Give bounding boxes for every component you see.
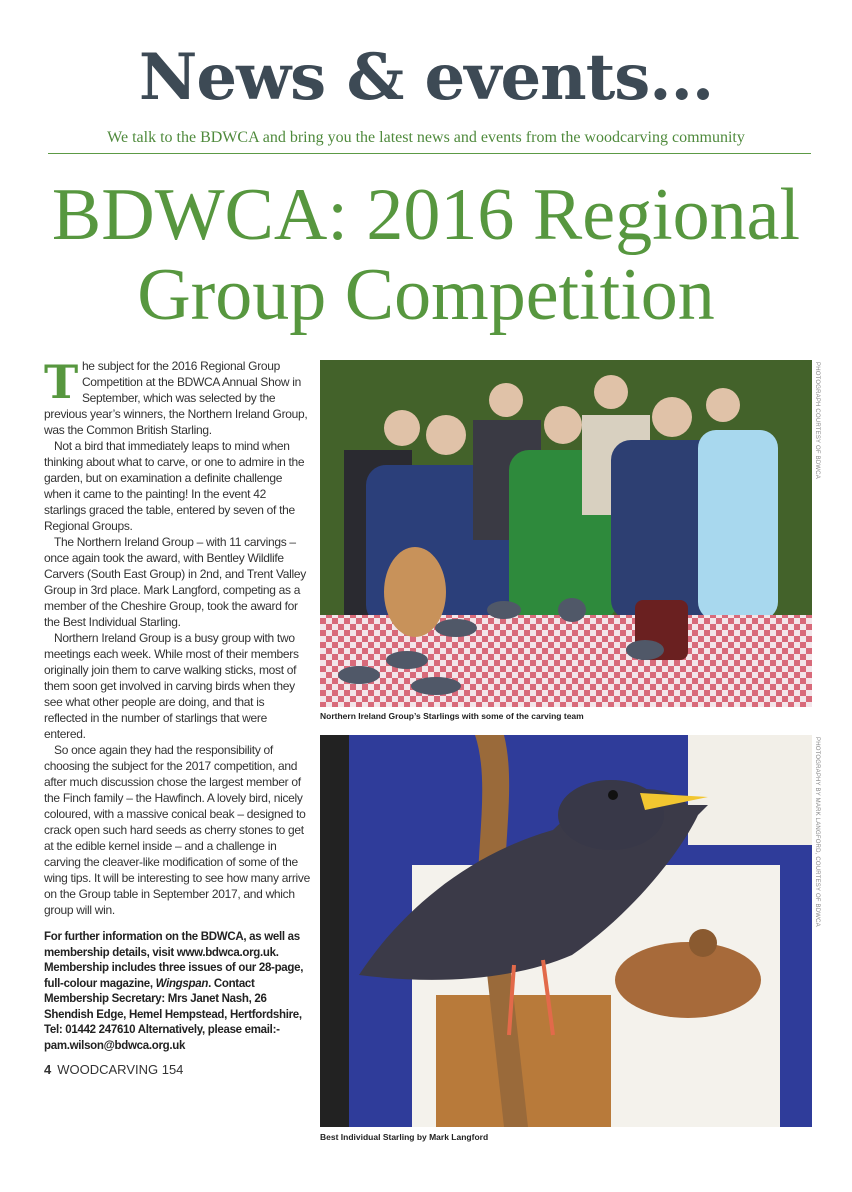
info-box <box>44 930 310 1054</box>
headline-line: Group Competition <box>137 254 715 336</box>
page-footer <box>44 1062 310 1078</box>
photo-credit: PHOTOGRAPH COURTESY OF BDWCA <box>814 362 820 479</box>
group-photo <box>320 360 812 707</box>
article-headline <box>0 175 852 335</box>
headline-line: BDWCA: 2016 Regional <box>51 174 801 256</box>
magazine-name: Wingspan <box>155 977 209 990</box>
starling-photo-illustration <box>320 735 812 1127</box>
paragraph: So once again they had the responsibility of choosing the subject for the 2017 competition, and after much discussion chose the largest member of the Finch family – the Hawfinch. A lovely bird, nicely coloured, with a massive conical beak – designed to crack open such hard seeds as cherry stones to get at the edible kernel inside – and a challenge in carving the cleaver-like modification of some of the wing tips. It will be interesting to see how many arrive on the Group table in September 2017, and which group will win. <box>44 743 310 917</box>
info-text: For further information on the BDWCA, as well as membership details, visit www.bdwca.org.uk. Membership includes three issues of our 28-page, full-colour magazine, <box>44 931 304 990</box>
divider <box>48 153 811 154</box>
paragraph: Not a bird that immediately leaps to mind when thinking about what to carve, or one to admire in the garden, but on examination a definite challenge when it came to the painting! In the event 42 starlings graced the table, entered by seven of the Regional Groups. <box>44 439 305 533</box>
group-photo-illustration <box>320 360 812 707</box>
paragraph: Northern Ireland Group is a busy group with two meetings each week. While most of their members originally join them to carve walking sticks, most of them soon get involved in carving birds when they see what other people are doing, and that is reflected in the number of starlings that were entered. <box>44 631 299 741</box>
paragraph <box>44 355 310 438</box>
drop-cap: T <box>44 355 78 409</box>
page-number: 4 <box>44 1062 52 1077</box>
photo-caption: Best Individual Starling by Mark Langford <box>320 1132 489 1142</box>
info-text: . Contact Membership Secretary: Mrs Janet Nash, 26 Shendish Edge, Hemel Hempstead, Hertfordshire, Tel: 01442 247610 Alternatively, please email:- pam.wilson@bdwca.org.uk <box>44 977 302 1052</box>
photo-caption: Northern Ireland Group’s Starlings with some of the carving team <box>320 711 584 721</box>
section-title: News & events... <box>138 40 714 115</box>
section-subtitle: We talk to the BDWCA and bring you the latest news and events from the woodcarving community <box>107 129 745 146</box>
magazine-issue: WOODCARVING 154 <box>57 1062 184 1077</box>
article-body <box>44 355 310 918</box>
starling-photo <box>320 735 812 1127</box>
left-column <box>44 355 310 1078</box>
paragraph-text: he subject for the 2016 Regional Group Competition at the BDWCA Annual Show in September, which was selected by the previous year’s winners, the Northern Ireland Group, was the Common British Starling. <box>44 359 308 437</box>
paragraph: The Northern Ireland Group – with 11 carvings – once again took the award, with Bentley Wildlife Carvers (South East Group) in 2nd, and Trent Valley Group in 3rd place. Mark Langford, competing as a member of the Cheshire Group, took the award for the Best Individual Starling. <box>44 535 306 629</box>
photo-credit: PHOTOGRAPHY BY MARK LANGFORD, COURTESY OF BDWCA <box>814 737 820 927</box>
